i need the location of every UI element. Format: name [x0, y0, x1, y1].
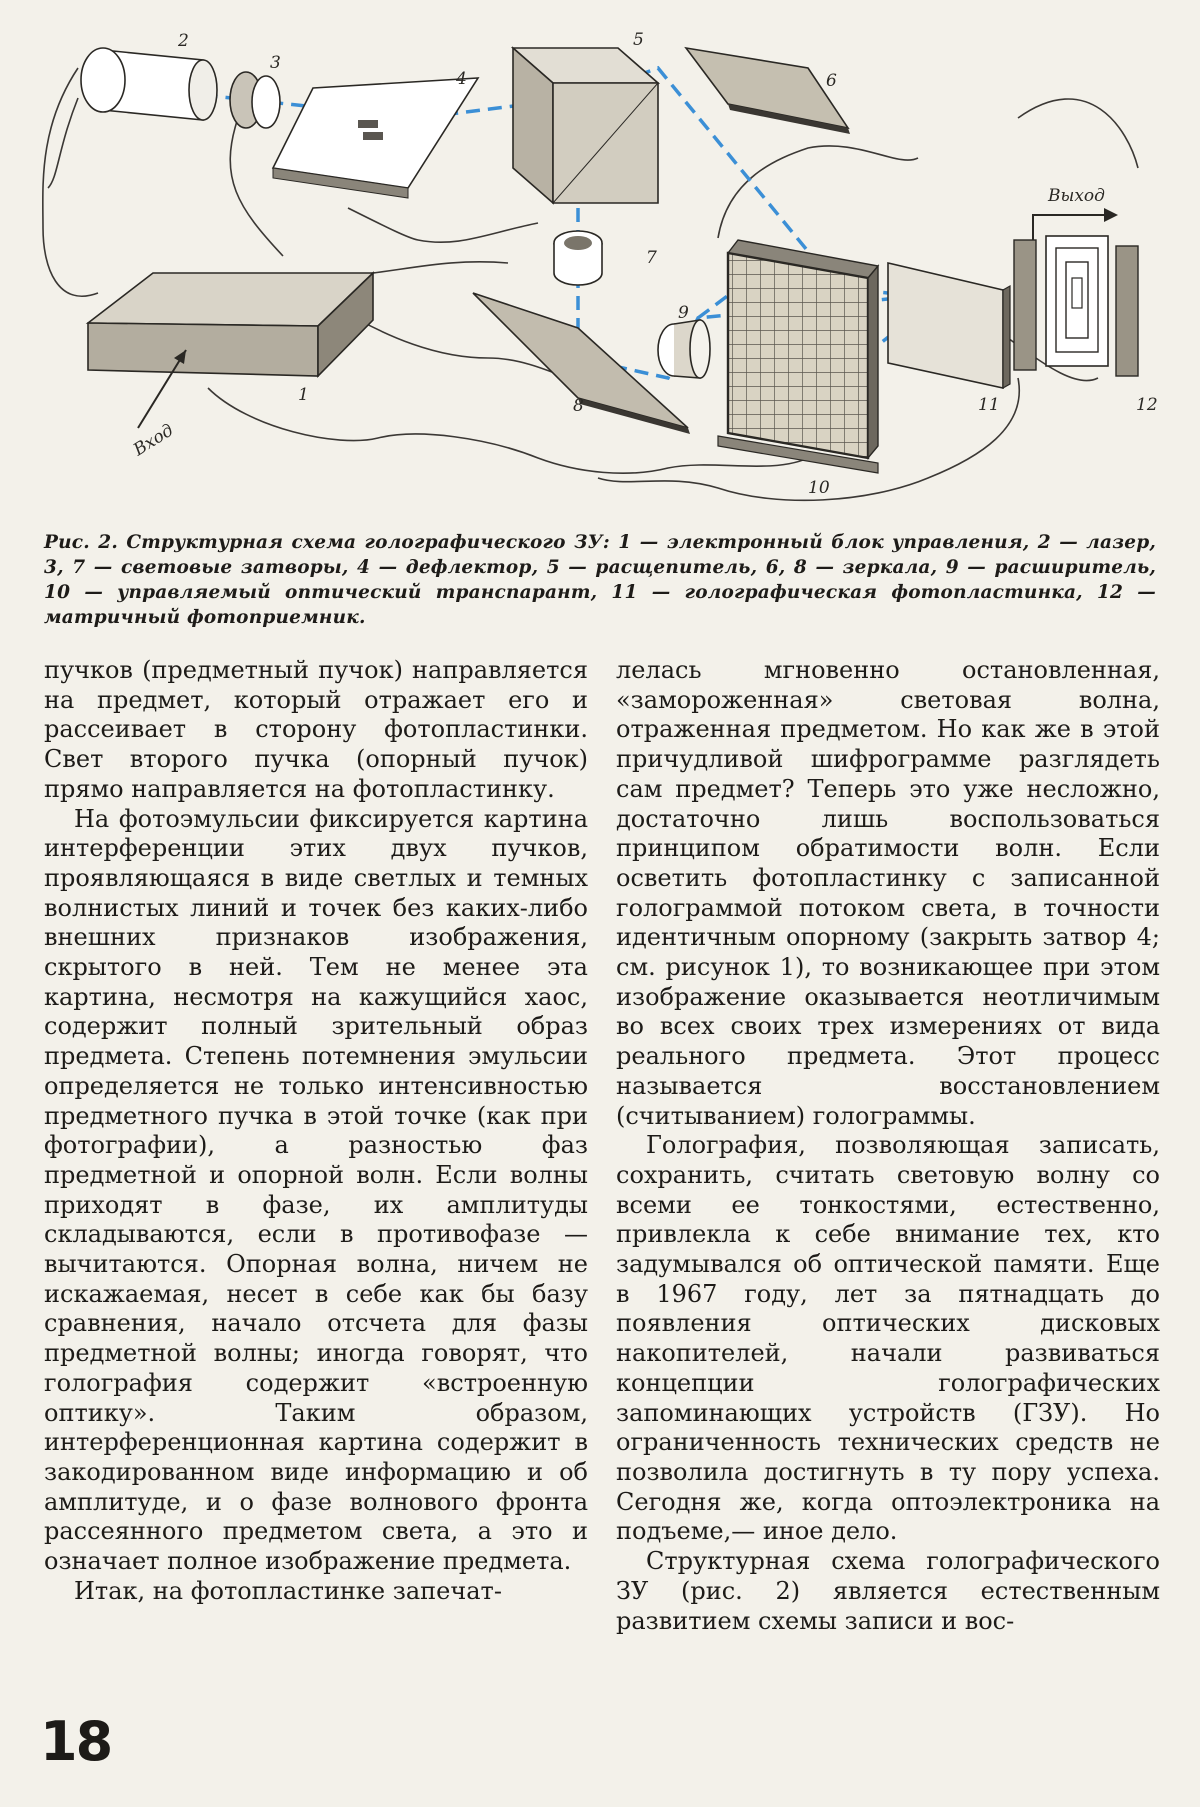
mirror-6 — [686, 48, 850, 134]
label-6: 6 — [826, 71, 837, 91]
label-7: 7 — [646, 248, 657, 268]
paragraph: Голография, позволяющая записать, сохранить, считать световую волну со всеми ее тонкостями, естественно, привлекла к себе внимание тех, кто задумывался об оптической памяти. Еще в 1967 году, лет за пятнадцать до появления оптических дисковых накопителей, начали развиваться концепции голографических запоминающих устройств (ГЗУ). Но ограниченность технических средств не позволила достигнуть в ту пору успеха. Сегодня же, когда оптоэлектроника на подъеме,— иное дело. — [616, 1131, 1160, 1546]
paragraph: пучков (предметный пучок) направляется на предмет, который отражает его и рассеивает в сторону фотопластинки. Свет второго пучка (опорный пучок) прямо направляется на фотопластинку. — [44, 656, 588, 803]
holographic-memory-diagram — [18, 8, 1182, 523]
beam-splitter — [513, 48, 658, 203]
label-9: 9 — [678, 303, 689, 323]
label-10: 10 — [808, 478, 830, 498]
optical-transparency — [718, 240, 878, 473]
label-3: 3 — [270, 53, 281, 73]
label-12: 12 — [1136, 395, 1158, 415]
label-2: 2 — [178, 31, 189, 51]
light-shutter-7 — [554, 231, 602, 285]
paragraph: Итак, на фотопластинке запечат- — [74, 1576, 502, 1605]
laser — [81, 48, 217, 120]
figure-caption: Рис. 2. Структурная схема голографического ЗУ: 1 — электронный блок управления, 2 — лазер, 3, 7 — световые затворы, 4 — дефлектор, 5 — расщепитель, 6, 8 — зеркала, 9 — расширитель, 10 — управляемый оптический транспарант, 11 — голографическая фотопластинка, 12 — матричный фотоприемник. — [44, 532, 1156, 628]
label-1: 1 — [298, 385, 309, 405]
paragraph: На фотоэмульсии фиксируется картина интерференции этих двух пучков, проявляющаяся в виде светлых и темных волнистых линий и точек без каких-либо внешних признаков изображения, скрытого в ней. Тем не менее эта картина, несмотря на кажущийся хаос, содержит полный зрительный образ предмета. Степень потемнения эмульсии определяется не только интенсивностью предметного пучка в этой точке (как при фотографии), а разностью фаз предметной и опорной волн. Если волны приходят в фазе, их амплитуды складываются, если в противофазе — вычитаются. Опорная волна, ничем не искажаемая, несет в себе как бы базу сравнения, начало отсчета для фазы предметной волны; иногда говорят, что голография содержит «встроенную оптику». Таким образом, интерференционная картина содержит в закодированном виде информацию и об амплитуде, и о фазе волнового фронта рассеянного предметом света, а это и означает полное изображение предмета. — [44, 804, 588, 1576]
paragraph: лелась мгновенно остановленная, «замороженная» световая волна, отраженная предметом. Но как же в этой причудливой шифрограмме разглядеть сам предмет? Теперь это уже несложно, достаточно лишь воспользоваться принципом обратимости волн. Если осветить фотопластинку с записанной голограммой потоком света, в точности идентичным опорному (закрыть затвор 4; см. рисунок 1), то возникающее при этом изображение оказывается неотличимым во всех своих трех измерениях от вида реального предмета. Этот процесс называется восстановлением (считыванием) голограммы. — [616, 656, 1160, 1130]
input-label: Вход — [130, 420, 178, 461]
beam-expander — [658, 320, 710, 378]
label-5: 5 — [633, 30, 644, 50]
left-column — [44, 656, 588, 1607]
page-number: 18 — [40, 1710, 112, 1773]
matrix-photodetector — [1014, 208, 1138, 376]
output-label: Выход — [1048, 186, 1105, 206]
paragraph: Структурная схема голографического ЗУ (рис. 2) является естественным развитием схемы записи и вос- — [616, 1547, 1160, 1635]
label-8: 8 — [573, 396, 584, 416]
deflector — [273, 78, 478, 198]
label-11: 11 — [978, 395, 1000, 415]
holographic-plate — [888, 263, 1010, 388]
light-shutter-3 — [230, 72, 280, 128]
right-column — [616, 656, 1160, 1636]
label-4: 4 — [456, 69, 467, 89]
